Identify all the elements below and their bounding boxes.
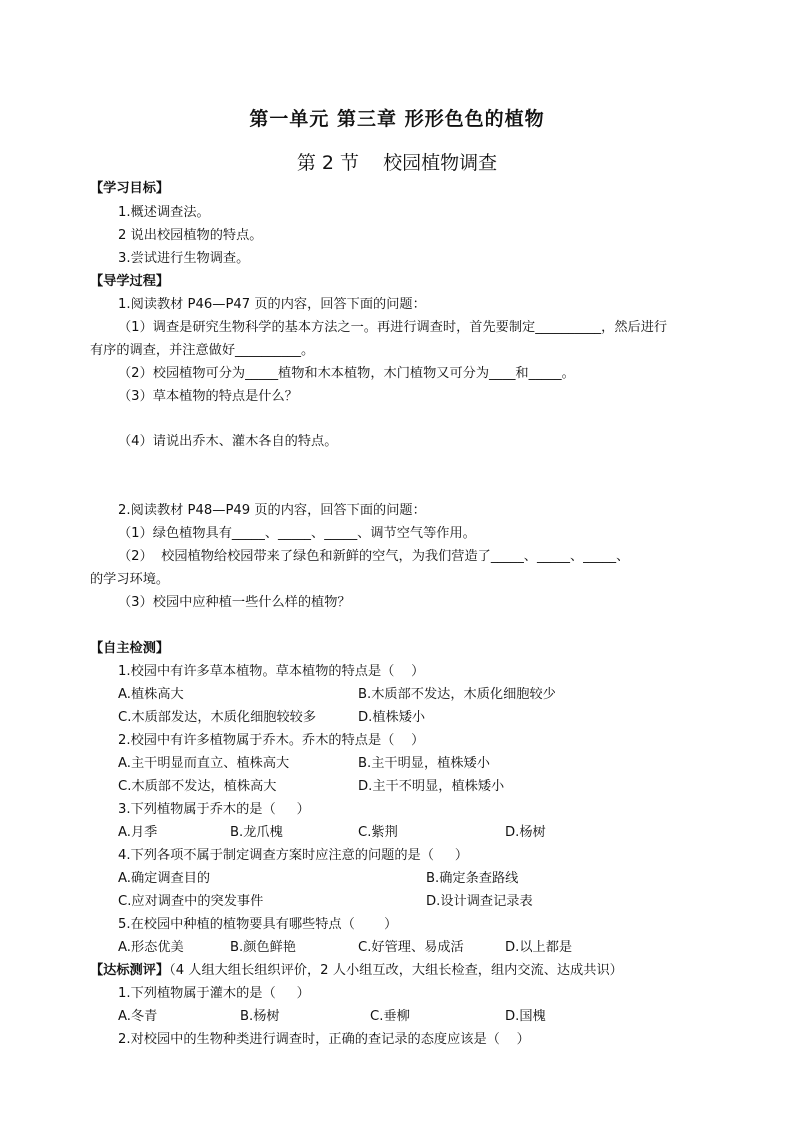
option-d: D.杨树 (505, 825, 546, 840)
guide-heading: 【导学过程】 (90, 274, 170, 289)
page-title: 第一单元 第三章 形形色色的植物 (249, 108, 545, 130)
question-text: （1）调查是研究生物科学的基本方法之一。再进行调查时，首先要制定__________，然后进行 (118, 320, 668, 335)
question-text: （3）校园中应种植一些什么样的植物？ (118, 595, 351, 610)
question-text: 5.在校园中种植的植物要具有哪些特点（ ） (118, 917, 398, 932)
question-text: 1.下列植物属于灌木的是（ ） (118, 986, 310, 1001)
question-text: （2）校园植物可分为_____植物和木本植物，木门植物又可分为____和_____。 (118, 366, 575, 381)
option-b: B.木质部不发达，木质化细胞较少 (358, 687, 556, 702)
option-d: D.设计调查记录表 (426, 894, 533, 909)
option-d: D.主干不明显，植株矮小 (358, 779, 505, 794)
question-text: 2.校园中有许多植物属于乔木。乔木的特点是（ ） (118, 733, 425, 748)
goal-item: 3.尝试进行生物调查。 (118, 251, 250, 266)
option-c: C.应对调查中的突发事件 (118, 894, 264, 909)
goal-item: 2 说出校园植物的特点。 (118, 228, 263, 243)
guide-intro-2: 2.阅读教材 P48—P49 页的内容，回答下面的问题： (118, 503, 426, 518)
option-b: B.杨树 (240, 1009, 280, 1024)
goals-heading: 【学习目标】 (90, 181, 170, 196)
assess-heading-line (90, 962, 623, 980)
question-text: 3.下列植物属于乔木的是（ ） (118, 802, 310, 817)
option-c: C.好管理、易成活 (358, 940, 464, 955)
option-a: A.冬青 (118, 1009, 158, 1024)
option-b: B.龙爪槐 (230, 825, 283, 840)
option-b: B.确定条查路线 (426, 871, 519, 886)
option-a: A.主干明显而直立、植株高大 (118, 756, 290, 771)
question-text: （2） 校园植物给校园带来了绿色和新鲜的空气，为我们营造了_____、_____、_____、 (118, 549, 630, 564)
question-text: 4.下列各项不属于制定调查方案时应注意的问题的是（ ） (118, 848, 469, 863)
question-text: 2.对校园中的生物种类进行调查时，正确的查记录的态度应该是（ ） (118, 1032, 530, 1047)
section-title: 第 2 节 校园植物调查 (296, 152, 498, 174)
question-text: 有序的调查，并注意做好__________。 (90, 343, 315, 358)
option-c: C.木质部不发达，植株高大 (118, 779, 277, 794)
option-d: D.植株矮小 (358, 710, 426, 725)
option-b: B.主干明显，植株矮小 (358, 756, 490, 771)
option-c: C.垂柳 (370, 1009, 410, 1024)
option-c: C.木质部发达，木质化细胞较较多 (118, 710, 317, 725)
assess-note: （4 人组大组长组织评价，2 人小组互改，大组长检查，组内交流、达成共识） (169, 963, 623, 978)
option-a: A.月季 (118, 825, 158, 840)
option-d: D.国槐 (505, 1009, 546, 1024)
guide-intro-1: 1.阅读教材 P46—P47 页的内容，回答下面的问题： (118, 297, 426, 312)
question-text: （1）绿色植物具有_____、_____、_____、调节空气等作用。 (118, 526, 476, 541)
option-d: D.以上都是 (505, 940, 573, 955)
selfcheck-heading: 【自主检测】 (90, 641, 170, 656)
goal-item: 1.概述调查法。 (118, 205, 210, 220)
question-text: 1.校园中有许多草本植物。草本植物的特点是（ ） (118, 664, 425, 679)
option-a: A.形态优美 (118, 940, 184, 955)
assess-heading: 【达标测评】 (90, 963, 170, 978)
question-text: （4）请说出乔木、灌木各自的特点。 (118, 434, 338, 449)
question-text: （3）草本植物的特点是什么？ (118, 389, 298, 404)
question-text: 的学习环境。 (90, 572, 170, 587)
option-a: A.植株高大 (118, 687, 184, 702)
option-b: B.颜色鲜艳 (230, 940, 296, 955)
option-c: C.紫荆 (358, 825, 398, 840)
option-a: A.确定调查目的 (118, 871, 211, 886)
